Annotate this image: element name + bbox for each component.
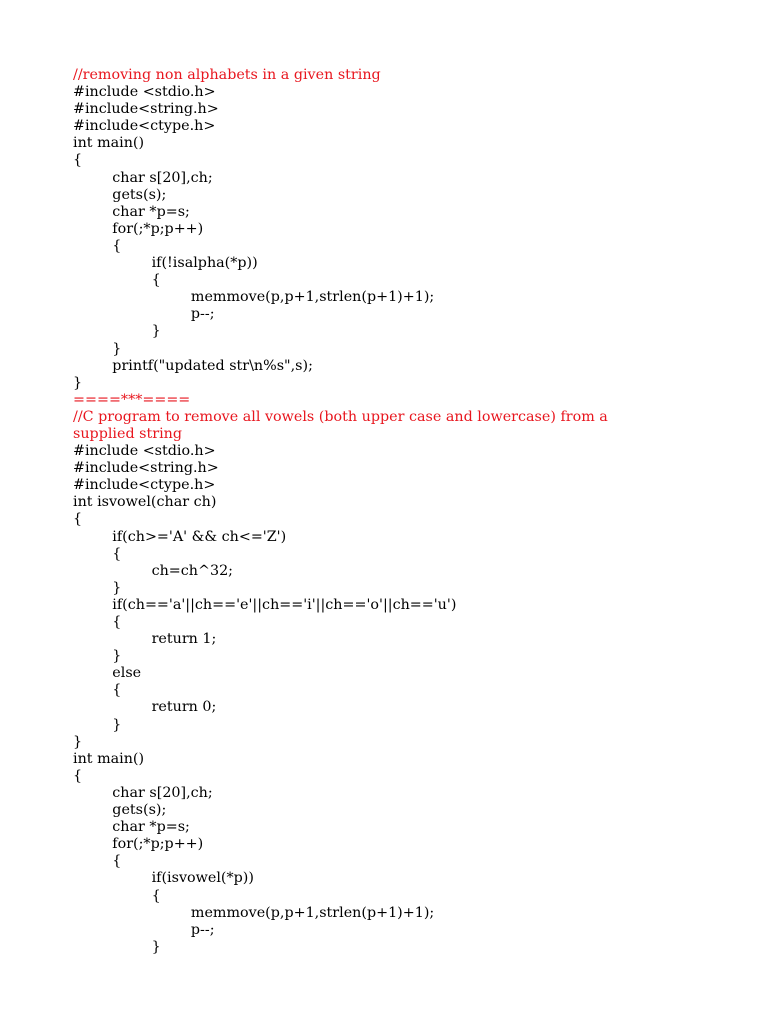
code-line: gets(s); [112, 802, 167, 819]
code-line: } [73, 374, 83, 391]
code-line: printf("updated str\n%s",s); [112, 357, 313, 374]
code-line: if(ch>='A' && ch<='Z') [112, 528, 287, 545]
code-line: } [112, 579, 122, 596]
code-line: for(;*p;p++) [112, 836, 204, 853]
code-line: { [112, 545, 122, 562]
code-line: } [73, 733, 83, 750]
code-line: { [73, 152, 83, 169]
code-line: memmove(p,p+1,strlen(p+1)+1); [190, 289, 435, 306]
code-line: p--; [190, 921, 215, 938]
code-line: memmove(p,p+1,strlen(p+1)+1); [190, 904, 435, 921]
code-line: int isvowel(char ch) [73, 494, 217, 511]
code-line: if(ch=='a'||ch=='e'||ch=='i'||ch=='o'||ch=='u') [112, 596, 457, 613]
code-line: { [151, 887, 161, 904]
code-line: } [151, 938, 161, 955]
include-line: #include<string.h> [73, 460, 219, 477]
code-line: } [151, 323, 161, 340]
comment-line: //removing non alphabets in a given string [73, 67, 381, 83]
code-line: } [112, 340, 122, 357]
code-line: { [73, 767, 83, 784]
comment-line: //C program to remove all vowels (both upper case and lowercase) from a [73, 408, 608, 425]
separator-line: ====***==== [73, 391, 191, 408]
code-line: p--; [190, 306, 215, 323]
code-line: return 0; [151, 699, 217, 716]
code-line: } [112, 716, 122, 733]
code-line: { [112, 682, 122, 699]
code-line: gets(s); [112, 186, 167, 203]
comment-line: supplied string [73, 425, 182, 442]
code-line: } [112, 648, 122, 665]
code-line: int main() [73, 135, 145, 152]
code-line: char s[20],ch; [112, 784, 213, 801]
include-line: #include<string.h> [73, 101, 219, 118]
code-line: char *p=s; [112, 819, 190, 836]
code-line: return 1; [151, 631, 217, 648]
include-line: #include <stdio.h> [73, 84, 216, 101]
code-line: if(!isalpha(*p)) [151, 255, 258, 272]
include-line: #include<ctype.h> [73, 118, 216, 135]
code-line: if(isvowel(*p)) [151, 870, 254, 887]
include-line: #include<ctype.h> [73, 477, 216, 494]
include-line: #include <stdio.h> [73, 443, 216, 460]
code-line: ch=ch^32; [151, 562, 233, 579]
code-line: { [73, 511, 83, 528]
code-line: for(;*p;p++) [112, 220, 204, 237]
code-line: { [112, 853, 122, 870]
code-line: { [112, 237, 122, 254]
code-line: else [112, 665, 142, 682]
code-line: { [112, 614, 122, 630]
code-line: int main() [73, 750, 145, 767]
code-line: char s[20],ch; [112, 169, 213, 186]
code-line: char *p=s; [112, 203, 190, 220]
code-line: { [151, 272, 161, 289]
code-listing [73, 67, 753, 956]
